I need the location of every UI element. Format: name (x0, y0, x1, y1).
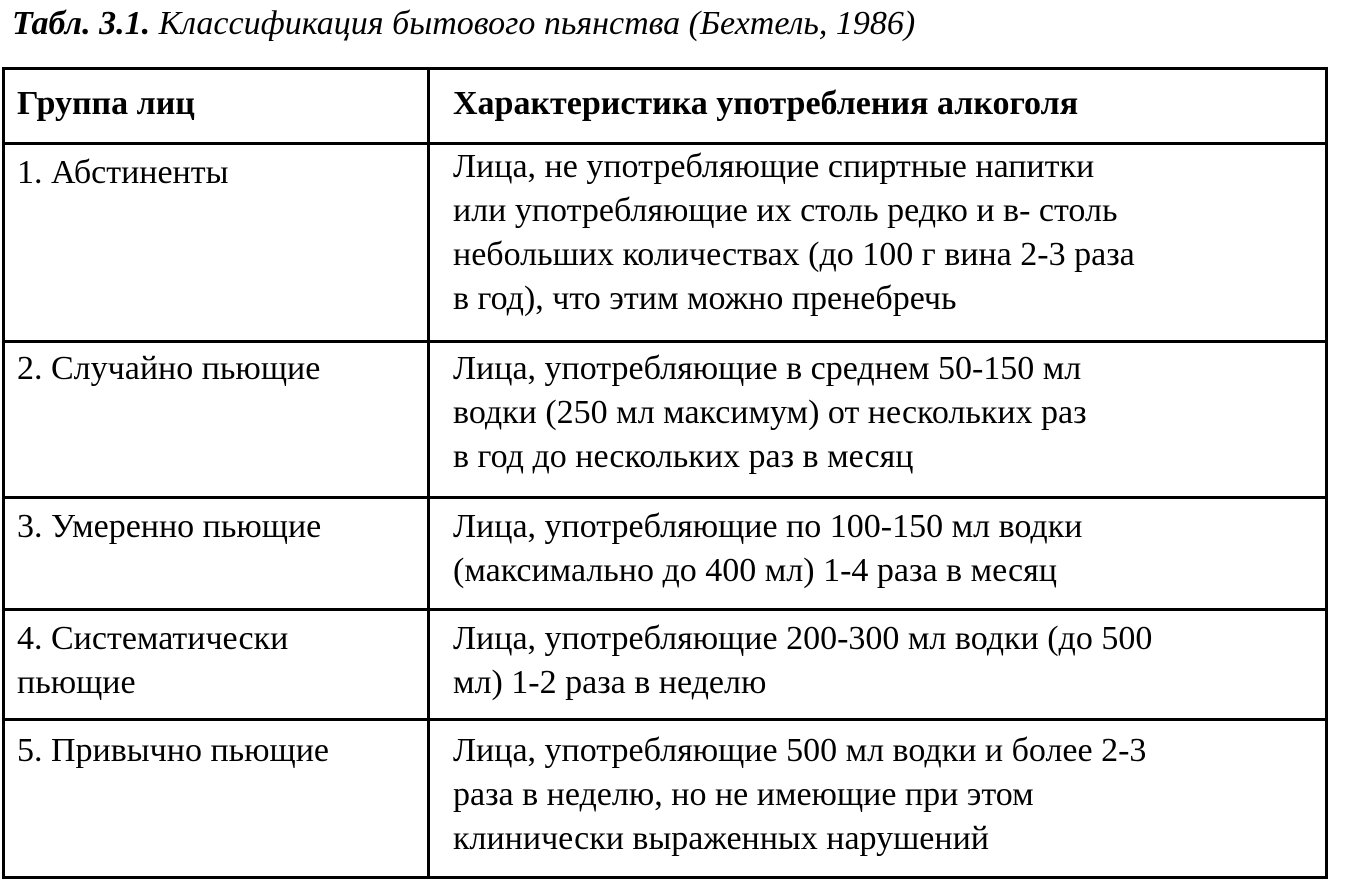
group-cell: пьющие (17, 664, 136, 701)
description-line: Лица, употребляющие в среднем 50-150 мл (453, 350, 1082, 387)
table-row (5, 611, 1325, 721)
description-line: Лица, не употребляющие спиртные напитки (453, 148, 1095, 185)
description-line: Лица, употребляющие 500 мл водки и более 2-3 (453, 732, 1147, 769)
description-line: раза в неделю, но не имеющие при этом (453, 776, 1034, 813)
table-row (5, 721, 1325, 879)
description-line: клинически выраженных нарушений (453, 820, 989, 857)
table-row (5, 499, 1325, 611)
group-cell: 2. Случайно пьющие (17, 350, 321, 387)
description-line: или употребляющие их столь редко и в- столь (453, 192, 1118, 229)
description-line: (максимально до 400 мл) 1-4 раза в месяц (453, 552, 1057, 589)
group-cell: 1. Абстиненты (17, 154, 229, 191)
description-line: Лица, употребляющие 200-300 мл водки (до 500 (453, 620, 1153, 657)
group-cell: 5. Привычно пьющие (17, 732, 330, 769)
group-cell: 4. Систематически (17, 620, 289, 657)
description-line: водки (250 мл максимум) от нескольких раз (453, 394, 1087, 431)
description-line: в год до нескольких раз в месяц (453, 438, 914, 475)
description-line: в год), что этим можно пренебречь (453, 280, 957, 317)
description-line: небольших количествах (до 100 г вина 2-3 раза (453, 236, 1135, 273)
table-title: Классификация бытового пьянства (Бехтель, 1986) (150, 5, 916, 42)
group-cell: 3. Умеренно пьющие (17, 508, 322, 545)
header-group: Группа лиц (17, 85, 195, 122)
description-line: мл) 1-2 раза в неделю (453, 664, 767, 701)
table-number: Табл. 3.1. (12, 5, 151, 42)
header-characteristic: Характеристика употребления алкоголя (453, 85, 1079, 122)
table-row (5, 343, 1325, 499)
table-caption (12, 2, 915, 46)
header-row (5, 70, 1325, 145)
classification-table (2, 67, 1328, 879)
description-line: Лица, употребляющие по 100-150 мл водки (453, 508, 1083, 545)
table-row (5, 145, 1325, 343)
